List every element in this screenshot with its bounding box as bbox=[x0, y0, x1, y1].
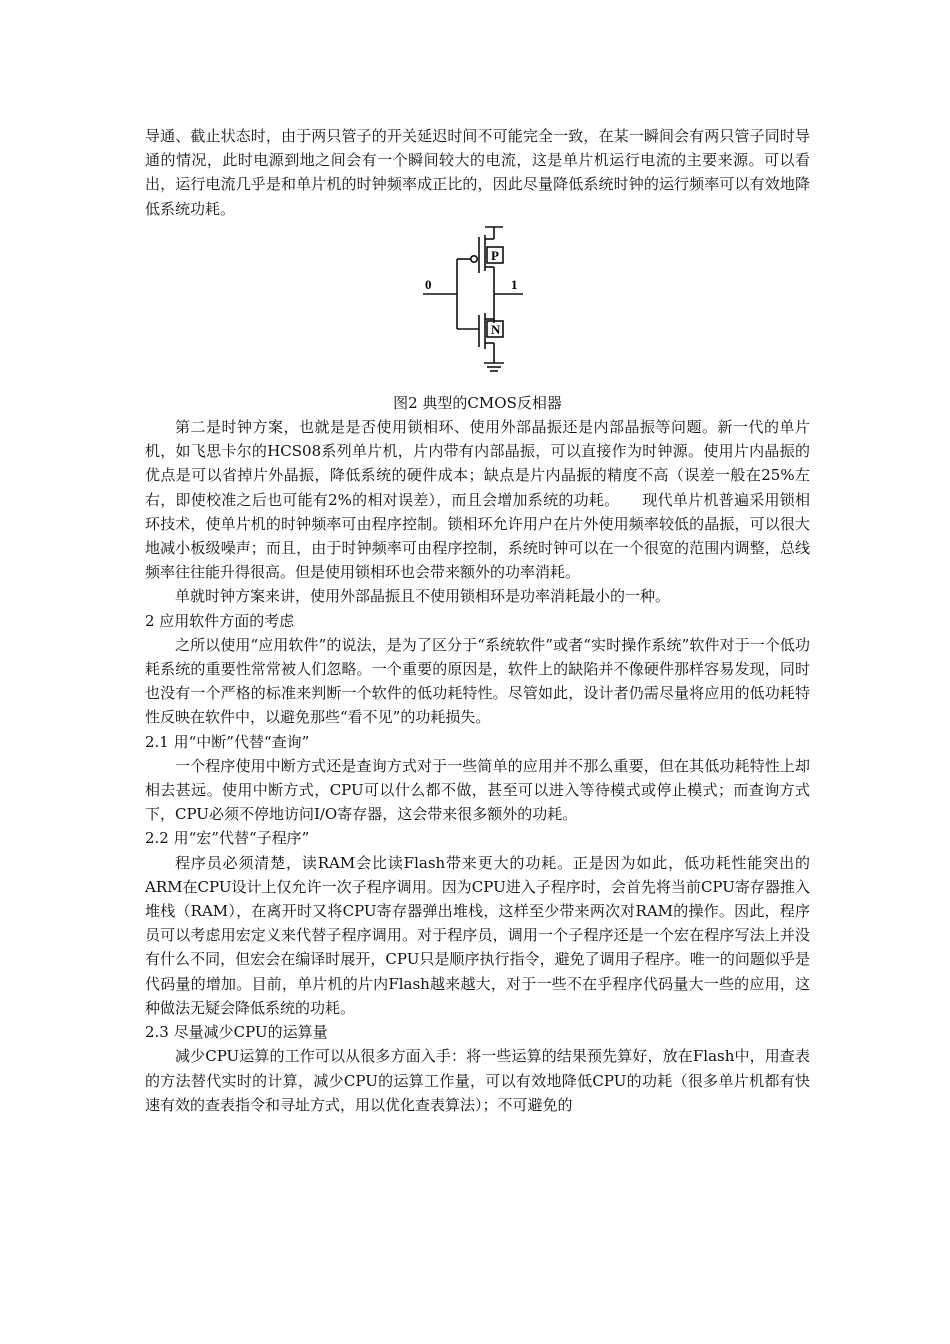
section-heading-interrupt: 2.1 用“中断”代替“查询” bbox=[145, 732, 310, 751]
section-heading-reduce-cpu: 2.3 尽量减少CPU的运算量 bbox=[145, 1023, 328, 1042]
paragraph-clock-summary: 单就时钟方案来讲，使用外部晶振且不使用锁相环是功率消耗最小的一种。 bbox=[175, 587, 671, 606]
paragraph-macro: 程序员必须清楚，读RAM会比读Flash带来更大的功耗。正是因为如此，低功耗性能突出的ARM在CPU设计上仅允许一次子程序调用。因为CPU进入子程序时，会首先将当前CPU寄存器推入堆栈（RAM），在离开时又将CPU寄存器弹出堆栈，这样至少带来两次对RAM的操作。因此，程序员可以考虑用宏定义来代替子程序调用。对于程序员，调用一个子程序还是一个宏在程序写法上并没有什么不同，但宏会在编译时展开，CPU只是顺序执行指令，避免了调用子程序。唯一的问题似乎是代码量的增加。目前，单片机的片内Flash越来越大，对于一些不在乎程序代码量大一些的应用，这种做法无疑会降低系统的功耗。 bbox=[145, 853, 810, 1017]
label-output: 1 bbox=[511, 276, 518, 292]
section-heading-app-software: 2 应用软件方面的考虑 bbox=[145, 611, 295, 630]
section-heading-macro: 2.2 用“宏”代替“子程序” bbox=[145, 829, 310, 848]
paragraph-clock-scheme: 第二是时钟方案，也就是是否使用锁相环、使用外部晶振还是内部晶振等问题。新一代的单片机，如飞思卡尔的HCS08系列单片机，片内带有内部晶振，可以直接作为时钟源。使用片内晶振的优点是可以省掉片外晶振，降低系统的硬件成本；缺点是片内晶振的精度不高（误差一般在25%左右，即使校准之后也可能有2%的相对误差），而且会增加系统的功耗。 现代单片机普遍采用锁相环技术，使单片机的时钟频率可由程序控制。锁相环允许用户在片外使用频率较低的晶振，可以很大地减小板级噪声；而且，由于时钟频率可由程序控制，系统时钟可以在一个很宽的范围内调整，总线频率往往能升得很高。但是使用锁相环也会带来额外的功率消耗。 bbox=[145, 418, 810, 582]
label-input: 0 bbox=[425, 276, 432, 292]
label-p: P bbox=[491, 247, 499, 263]
paragraph-power-current: 导通、截止状态时，由于两只管子的开关延迟时间不可能完全一致，在某一瞬间会有两只管子同时导通的情况，此时电源到地之间会有一个瞬间较大的电流，这是单片机运行电流的主要来源。可以看出，运行电流几乎是和单片机的时钟频率成正比的，因此尽量降低系统时钟的运行频率可以有效地降低系统功耗。 bbox=[145, 127, 810, 218]
cmos-inverter-figure bbox=[145, 221, 810, 391]
paragraph-reduce-cpu: 减少CPU运算的工作可以从很多方面入手：将一些运算的结果预先算好，放在Flash中，用查表的方法替代实时的计算，减少CPU的运算工作量，可以有效地降低CPU的功耗（很多单片机都有快速有效的查表指令和寻址方式，用以优化查表算法）；不可避免的 bbox=[145, 1047, 810, 1114]
paragraph-app-software: 之所以使用“应用软件”的说法，是为了区分于“系统软件”或者“实时操作系统”软件对于一个低功耗系统的重要性常常被人们忽略。一个重要的原因是，软件上的缺陷并不像硬件那样容易发现，同时也没有一个严格的标准来判断一个软件的低功耗特性。尽管如此，设计者仍需尽量将应用的低功耗特性反映在软件中，以避免那些“看不见”的功耗损失。 bbox=[145, 635, 810, 727]
paragraph-interrupt: 一个程序使用中断方式还是查询方式对于一些简单的应用并不那么重要，但在其低功耗特性上却相去甚远。使用中断方式，CPU可以什么都不做，甚至可以进入等待模式或停止模式；而查询方式下，CPU必须不停地访问I/O寄存器，这会带来很多额外的功耗。 bbox=[145, 756, 810, 824]
figure-caption: 图2 典型的CMOS反相器 bbox=[393, 393, 562, 412]
cmos-inverter-diagram bbox=[423, 223, 543, 375]
label-n: N bbox=[491, 321, 501, 337]
document-page bbox=[145, 124, 810, 1117]
